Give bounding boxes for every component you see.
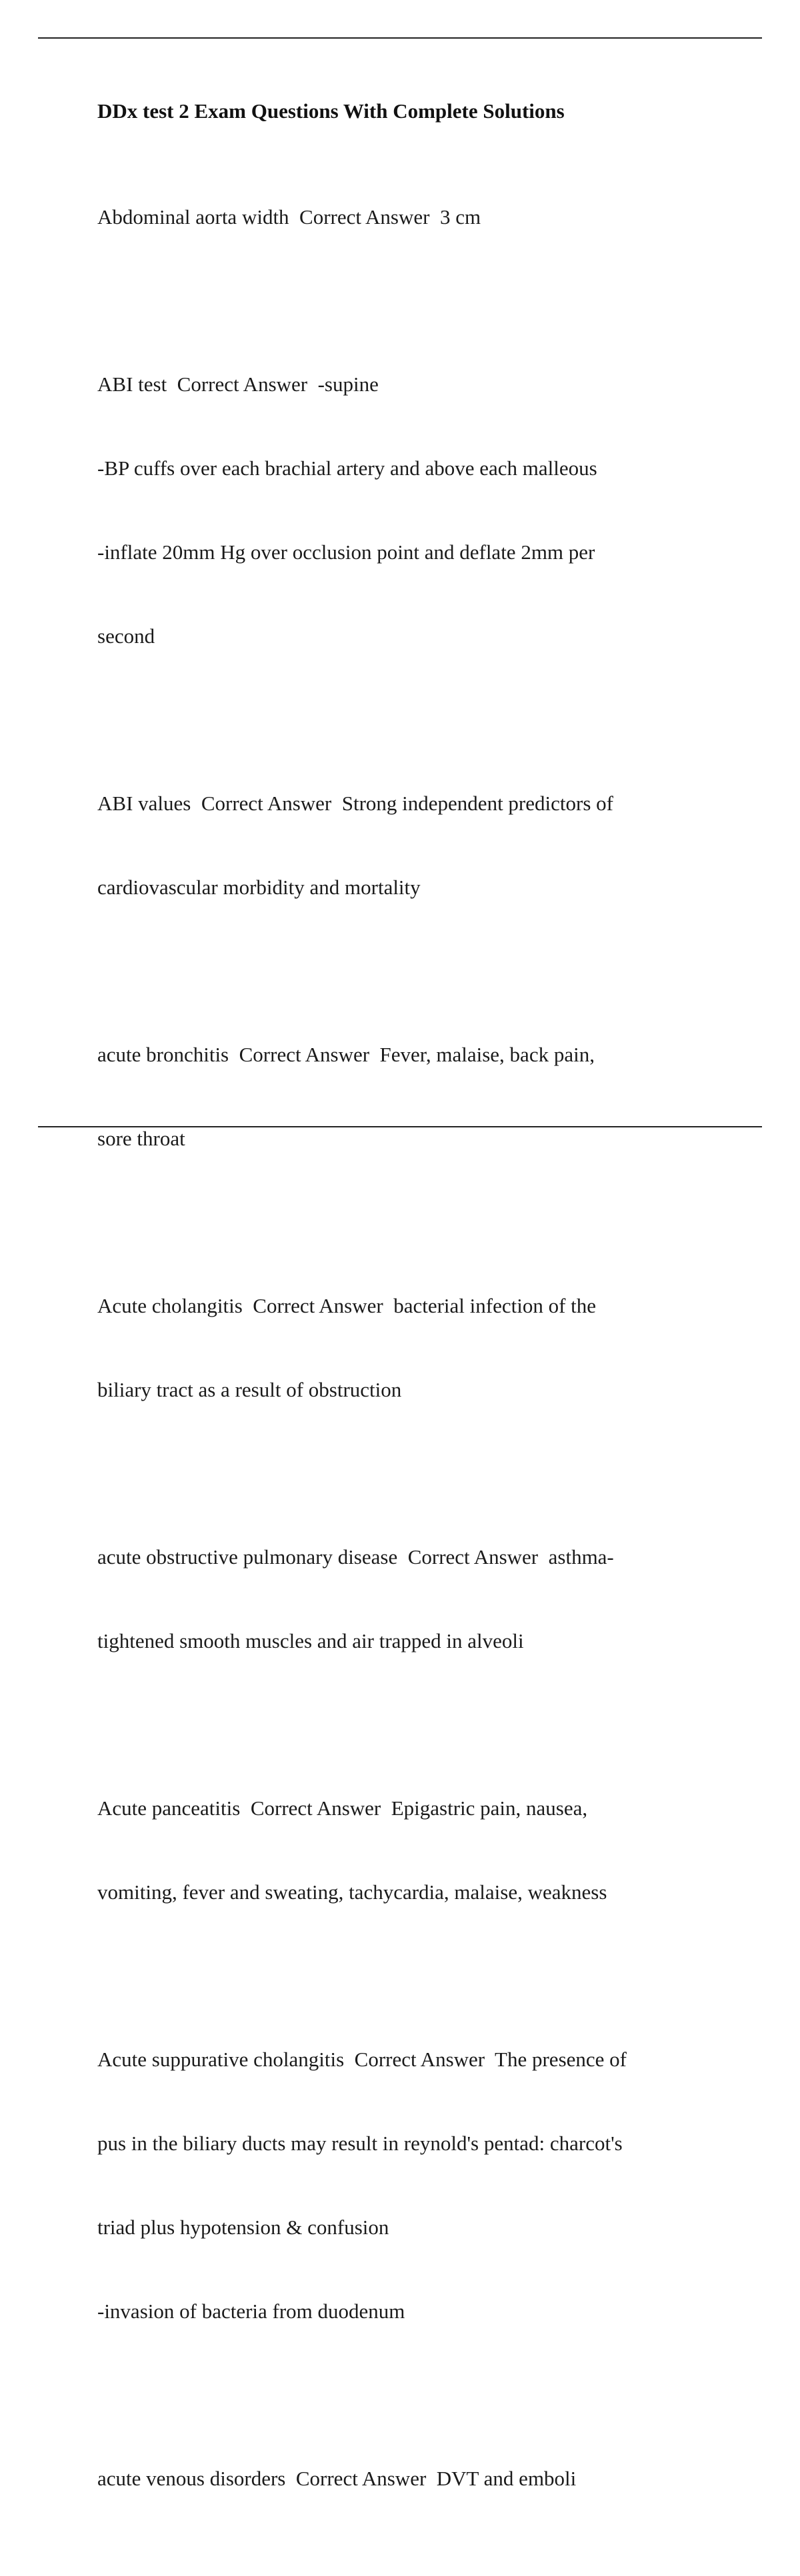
qa-line: acute obstructive pulmonary disease Correct Answer asthma- [97, 1545, 614, 1569]
qa-line: -invasion of bacteria from duodenum [97, 2299, 405, 2323]
qa-entry-acute-suppurative-cholangitis [97, 1990, 731, 2381]
qa-entry-abi-test [97, 315, 731, 706]
qa-entry-aorta-width [97, 147, 731, 287]
qa-line: vomiting, fever and sweating, tachycardia, malaise, weakness [97, 1880, 607, 1904]
qa-line: Acute panceatitis Correct Answer Epigastric pain, nausea, [97, 1796, 588, 1820]
qa-line: -BP cuffs over each brachial artery and above each malleous [97, 456, 597, 480]
qa-entry-acute-obstructive-pulmonary [97, 1487, 731, 1711]
qa-line: triad plus hypotension & confusion [97, 2216, 389, 2239]
qa-line: ABI test Correct Answer -supine [97, 372, 379, 396]
qa-entry-acute-bronchitis [97, 985, 731, 1209]
qa-entry-acute-venous-disorders [97, 2409, 731, 2549]
qa-line: acute bronchitis Correct Answer Fever, malaise, back pain, [97, 1043, 595, 1066]
qa-line: Acute cholangitis Correct Answer bacterial infection of the [97, 1294, 597, 1317]
qa-entry-abi-values [97, 734, 731, 958]
qa-line: acute venous disorders Correct Answer DVT and emboli [97, 2467, 577, 2490]
qa-line: Abdominal aorta width Correct Answer 3 cm [97, 205, 481, 229]
bottom-divider [38, 1126, 762, 1127]
qa-entry-acute-cholangitis [97, 1236, 731, 1460]
qa-line: Acute suppurative cholangitis Correct Answer The presence of [97, 2048, 627, 2071]
qa-line: ABI values Correct Answer Strong independent predictors of [97, 792, 613, 815]
qa-line: pus in the biliary ducts may result in reynold's pentad: charcot's [97, 2132, 623, 2155]
qa-line: biliary tract as a result of obstruction [97, 1378, 402, 1401]
qa-line: tightened smooth muscles and air trapped in alveoli [97, 1629, 524, 1652]
qa-entry-acute-pancreatitis [97, 1738, 731, 1962]
document-title: DDx test 2 Exam Questions With Complete Solutions [97, 99, 565, 123]
qa-line: sore throat [97, 1127, 185, 1150]
top-divider [38, 37, 762, 39]
qa-line: cardiovascular morbidity and mortality [97, 876, 421, 899]
qa-line: second [97, 624, 155, 648]
document-body [97, 95, 731, 2576]
qa-line: -inflate 20mm Hg over occlusion point and deflate 2mm per [97, 540, 595, 564]
